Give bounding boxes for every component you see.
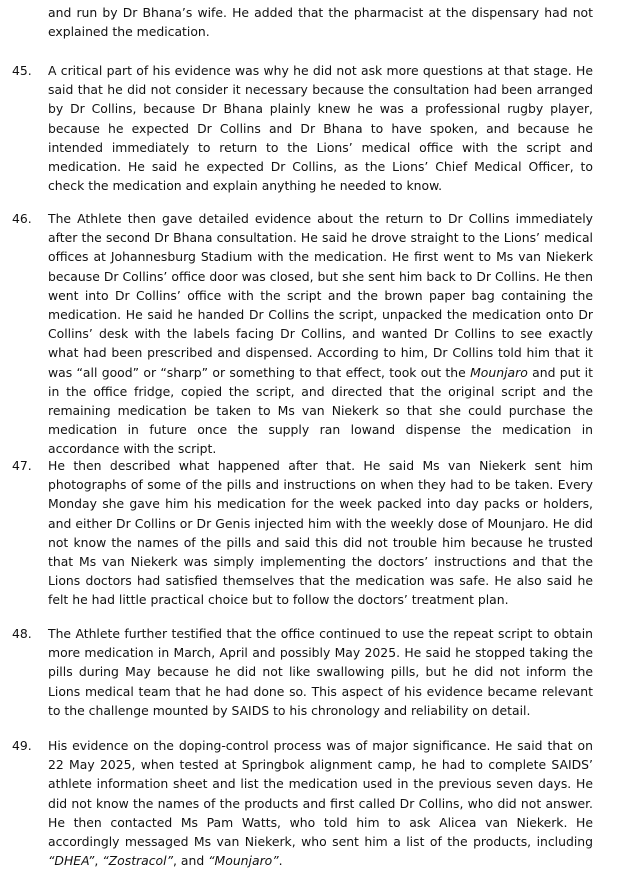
paragraph-text: The Athlete further testified that the office continued to use the repeat script to obtain more medication in March, April and possibly May 2025. He said he stopped taking the pills during May because he did not like swallowing pills, but he did not inform the Lions medical team that he had done so. This aspect of his evidence became relevant to the challenge mounted by SAIDS to his chronology and reliability on detail.	[48, 626, 593, 718]
paragraph-number: 45.	[12, 63, 32, 78]
paragraph-text: A critical part of his evidence was why he did not ask more questions at that stage. He said that he did not consider it necessary because the consultation had been arranged by Dr Collins, because Dr Bhana plainly knew he was a professional rugby player, because he expected Dr Collins and Dr Bhana to have spoken, and because he intended immediately to return to the Lions’ medical office with the script and medication. He said he expected Dr Collins, as the Lions’ Chief Medical Officer, to check the medication and explain anything he needed to know.	[48, 63, 593, 194]
paragraph-48	[12, 624, 593, 720]
text-segment: The Athlete then gave detailed evidence about the return to Dr Collins immediately after the second Dr Bhana consultation. He said he drove straight to the Lions’ medical offices at Johannesburg Stadium with the medication. He first went to Ms van Niekerk because Dr Collins’ office door was closed, but she sent him back to Dr Collins. He then went into Dr Collins’ office with the script and the brown paper bag containing the medication. He said he handed Dr Collins the script, unpacked the medication onto Dr Collins’ desk with the labels facing Dr Collins, and wanted Dr Collins to see exactly what had been prescribed and dispensed. According to him, Dr Collins told him that it was “all good” or “sharp” or something to that effect, took out the	[48, 211, 593, 380]
text-segment: and put it in the office fridge, copied the script, and directed that the original script and the remaining medication be taken to Ms van Niekerk so that she could purchase the medication in future once the supply ran lowand dispense the medication in accordance with the script.	[48, 364, 593, 457]
paragraph-text: He then described what happened after that. He said Ms van Niekerk sent him photographs of some of the pills and instructions on when they had to be taken. Every Monday she gave him his medication for the week packed into day packs or holders, and either Dr Collins or Dr Genis injected him with the weekly dose of Mounjaro. He did not know the names of the pills and said this did not trouble him because he trusted that Ms van Niekerk was simply implementing the doctors’ instructions and that the Lions doctors had satisfied themselves that the medication was safe. He also said he felt he had little practical choice but to follow the doctors’ treatment plan.	[48, 458, 593, 608]
paragraph-text	[48, 209, 593, 459]
paragraph-47	[12, 456, 593, 610]
paragraph-text	[48, 736, 593, 870]
continuation-paragraph: and run by Dr Bhana’s wife. He added that the pharmacist at the dispensary had not explained the medication.	[48, 5, 593, 40]
italic-zostracol: “Zostracol”	[102, 853, 173, 869]
paragraph-49	[12, 736, 593, 870]
sentence-end: .	[278, 853, 283, 869]
italic-mounjaro: “Mounjaro”	[208, 853, 279, 869]
text-segment: His evidence on the doping-control process was of major significance. He said that on 22 May 2025, when tested at Springbok alignment camp, he had to complete SAIDS’ athlete information sheet and list the medication used in the previous seven days. He did not know the names of the products and first called Dr Collins, who did not answer. He then contacted Ms Pam Watts, who told him to ask Alicea van Niekerk. He accordingly messaged Ms van Niekerk, who sent him a list of the products, including	[48, 738, 593, 850]
separator: , and	[173, 853, 209, 869]
separator: ,	[94, 853, 103, 869]
paragraph-45	[12, 61, 593, 195]
italic-mounjaro: Mounjaro	[470, 364, 528, 380]
paragraph-number: 48.	[12, 626, 32, 641]
paragraph-number: 49.	[12, 738, 32, 753]
italic-dhea: “DHEA”	[48, 853, 95, 869]
paragraph-number: 46.	[12, 211, 32, 226]
paragraph-46	[12, 209, 593, 459]
paragraph-number: 47.	[12, 458, 32, 473]
